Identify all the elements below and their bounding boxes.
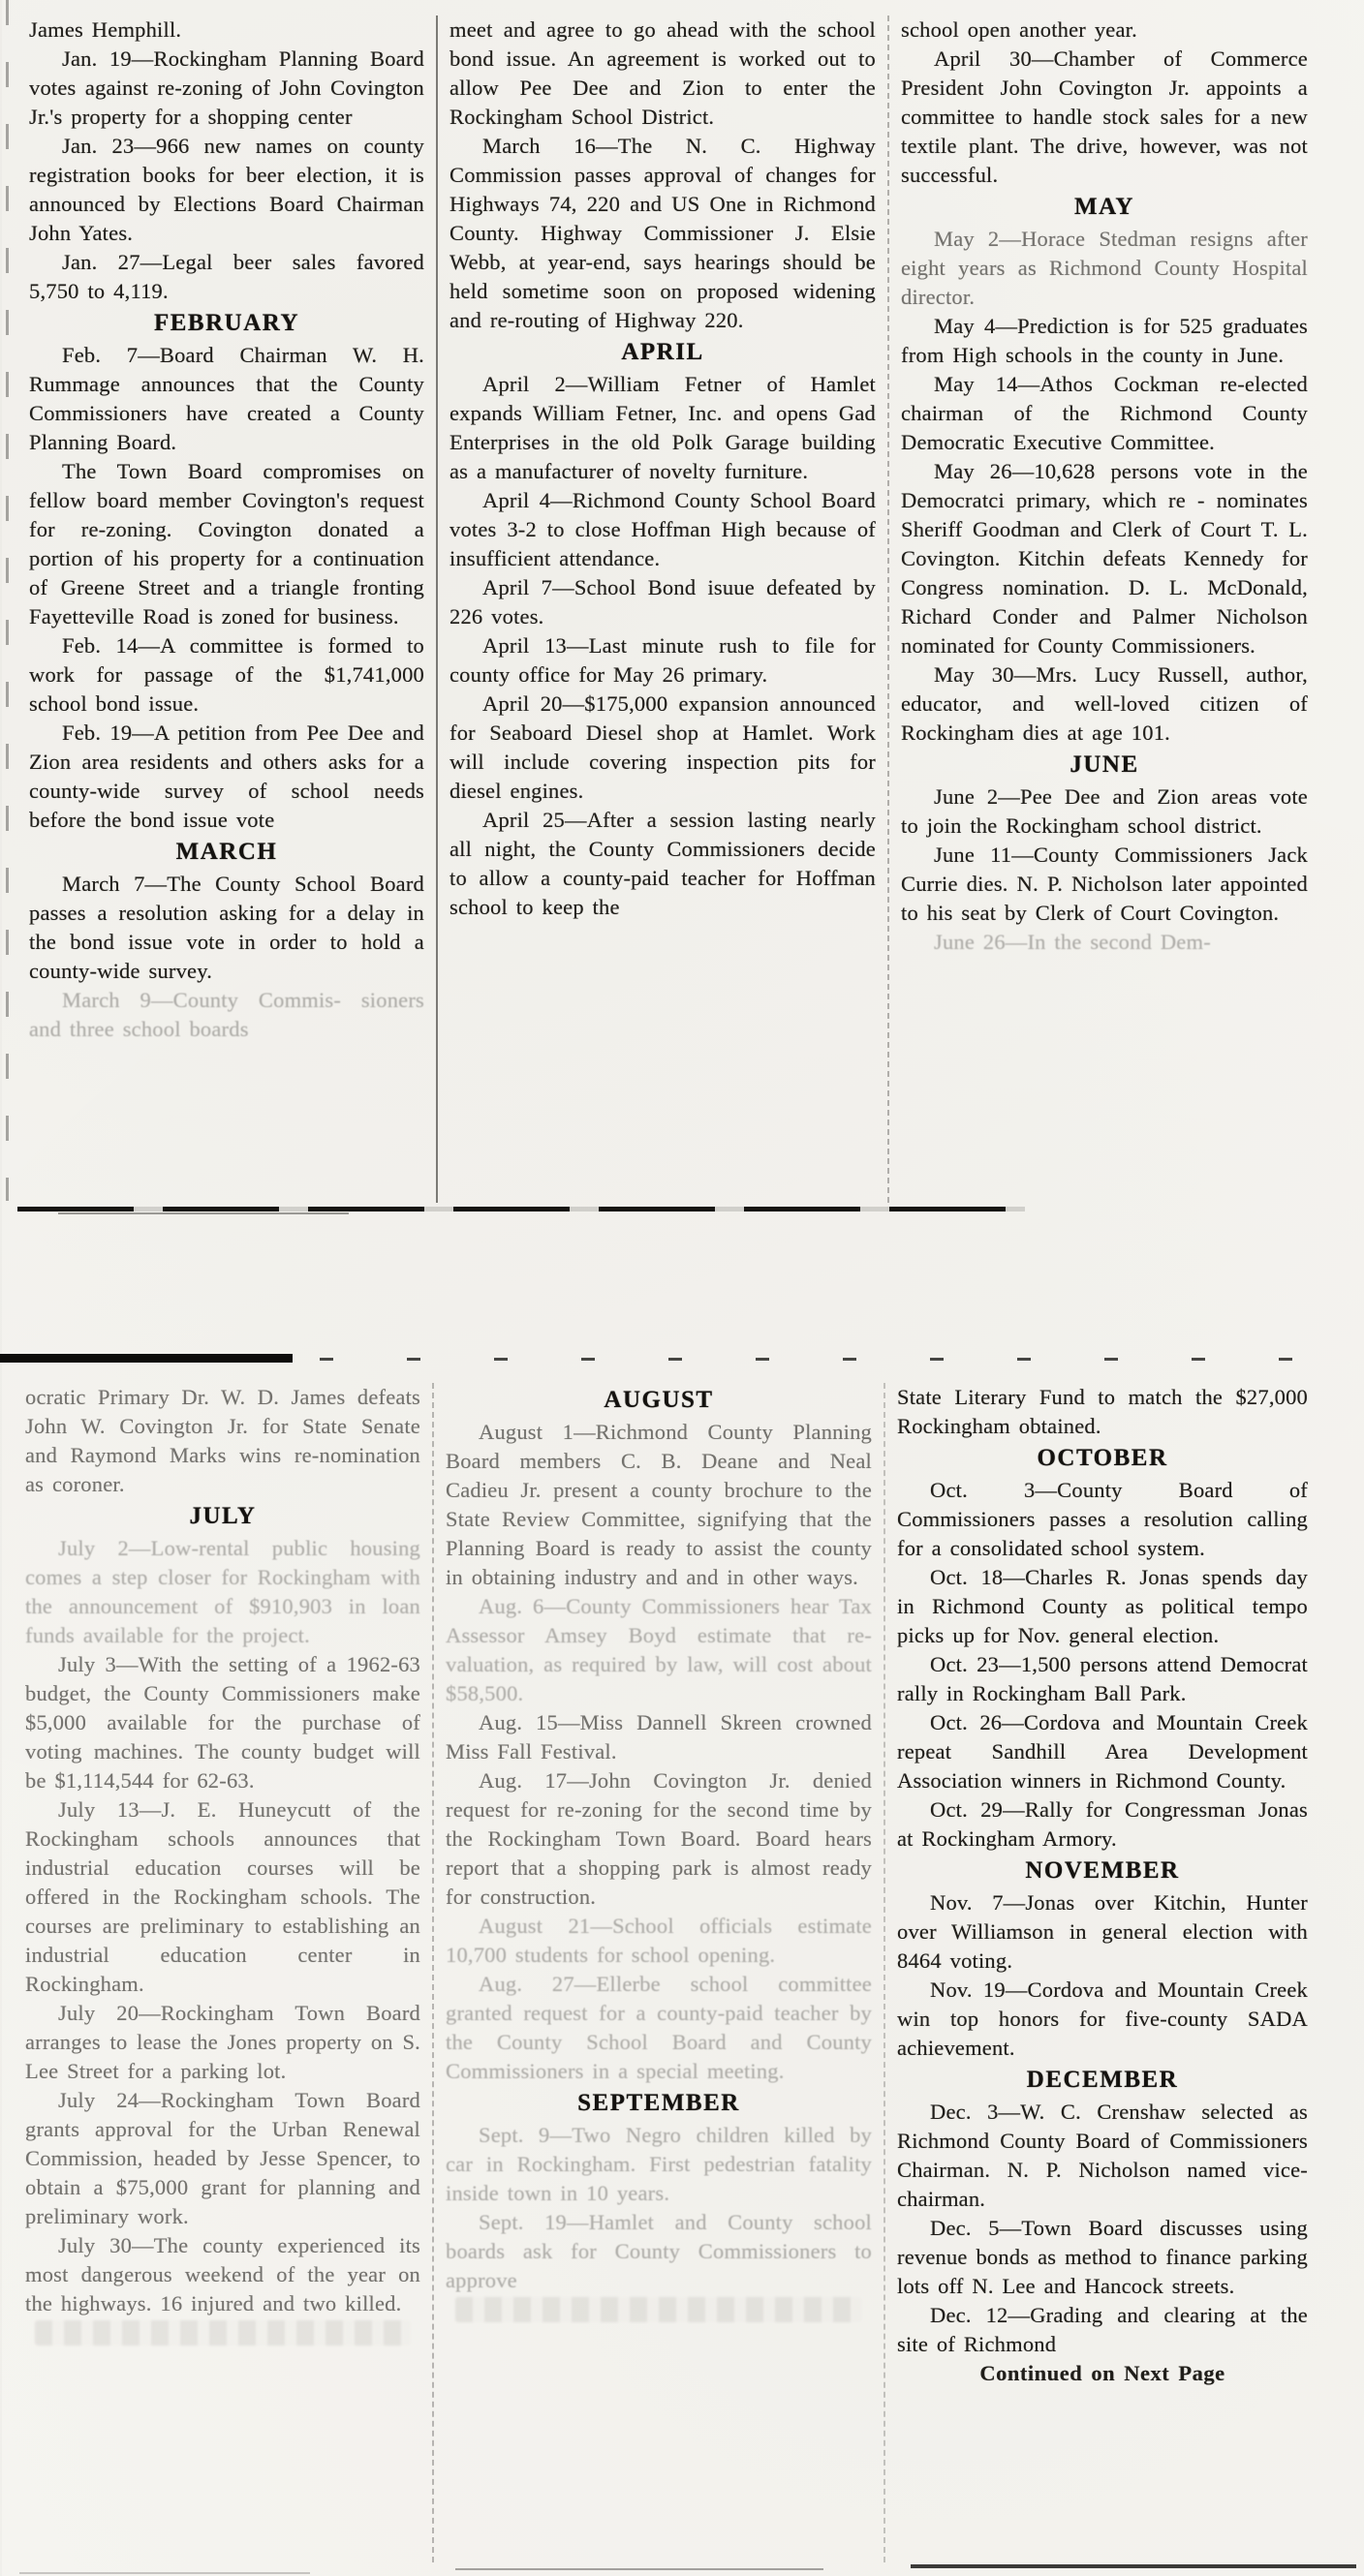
paragraph: May 2—Horace Stedman resigns after eight years as Richmond County Hospital director. [901, 227, 1308, 309]
paragraph: State Literary Fund to match the $27,000 Rockingham obtained. [897, 1385, 1308, 1438]
paragraph: Aug. 6—County Commissioners hear Tax Assessor Amsey Boyd estimate that re-valuation, as required by law, will cost about $58,500. [446, 1594, 872, 1705]
bottom-column-2 [432, 1383, 884, 2562]
paragraph: Jan. 23—966 new names on county registration books for beer election, it is announced by Elections Board Chairman John Yates. [29, 134, 424, 245]
paragraph: June 2—Pee Dee and Zion areas vote to join the Rockingham school district. [901, 784, 1308, 838]
month-heading: MAY [1074, 194, 1134, 220]
paragraph: June 26—In the second Dem- [934, 930, 1211, 954]
paragraph: March 16—The N. C. Highway Commission passes approval of changes for Highways 74, 220 and US One in Richmond County. Highway Commissioner J. Elsie Webb, at year-end, says hearings should be held sometime soon on proposed widening and re-routing of Highway 220. [450, 134, 876, 332]
month-heading: JUNE [1070, 751, 1139, 778]
paragraph: March 7—The County School Board passes a resolution asking for a delay in the bond issue vote in order to hold a county-wide survey. [29, 872, 424, 983]
paragraph: Dec. 5—Town Board discusses using revenue bonds as method to finance parking lots off N. Lee and Hancock streets. [897, 2216, 1308, 2298]
paragraph: Nov. 19—Cordova and Mountain Creek win top honors for five-county SADA achievement. [897, 1978, 1308, 2060]
paragraph: August 21—School officials estimate 10,700 students for school opening. [446, 1914, 872, 1967]
paragraph: Dec. 3—W. C. Crenshaw selected as Richmond County Board of Commissioners Chairman. N. P. Nicholson named vice-chairman. [897, 2100, 1308, 2211]
month-heading: AUGUST [604, 1387, 714, 1413]
paragraph: Oct. 23—1,500 persons attend Democrat rally in Rockingham Ball Park. [897, 1652, 1308, 1705]
paragraph: The Town Board compromises on fellow board member Covington's request for re-zoning. Covington donated a portion of his property for a continuation of Greene Street and a triangle fronting Fayetteville Road is zoned for business. [29, 459, 424, 629]
month-heading: FEBRUARY [153, 310, 299, 336]
paragraph: James Hemphill. [29, 17, 182, 42]
paragraph: Dec. 12—Grading and clearing at the site of Richmond [897, 2303, 1308, 2356]
horizontal-rule [911, 2564, 1356, 2568]
paragraph: Jan. 19—Rockingham Planning Board votes against re-zoning of John Covington Jr.'s property for a shopping center [29, 46, 424, 129]
torn-edge-dashes [320, 1358, 1347, 1361]
paragraph: March 9—County Commis- sioners and three school boards [29, 988, 424, 1041]
month-heading: MARCH [175, 839, 278, 865]
top-column-3 [887, 15, 1319, 1203]
paragraph: July 3—With the setting of a 1962-63 budget, the County Commissioners make $5,000 available for the purchase of voting machines. The county budget will be $1,114,544 for 62-63. [25, 1652, 420, 1793]
month-heading: SEPTEMBER [577, 2090, 740, 2116]
month-heading: APRIL [621, 339, 704, 365]
paragraph: July 30—The county experienced its most dangerous weekend of the year on the highways. 16 injured and two killed. [25, 2233, 420, 2315]
paragraph: April 30—Chamber of Commerce President John Covington Jr. appoints a committee to handle stock sales for a new textile plant. The drive, however, was not successful. [901, 46, 1308, 187]
paragraph: August 1—Richmond County Planning Board members C. B. Deane and Neal Cadieu Jr. present a county brochure to the State Review Committee, signifying that the Planning Board is ready to assist the county in obtaining industry and and in other ways. [446, 1420, 872, 1589]
paragraph: April 2—William Fetner of Hamlet expands William Fetner, Inc. and opens Gad Enterprises in the old Polk Garage building as a manufacturer of novelty furniture. [450, 372, 876, 483]
month-heading: JULY [189, 1503, 257, 1529]
paragraph: Nov. 7—Jonas over Kitchin, Hunter over Williamson in general election with 8464 voting. [897, 1890, 1308, 1973]
horizontal-rule [19, 2572, 310, 2574]
paragraph: April 20—$175,000 expansion announced for Seaboard Diesel shop at Hamlet. Work will include covering inspection pits for diesel engines. [450, 691, 876, 803]
top-column-2 [436, 15, 887, 1203]
paragraph: April 13—Last minute rush to file for county office for May 26 primary. [450, 633, 876, 687]
paragraph: Aug. 15—Miss Dannell Skreen crowned Miss Fall Festival. [446, 1710, 872, 1763]
paragraph: May 4—Prediction is for 525 graduates from High schools in the county in June. [901, 314, 1308, 367]
paragraph: Oct. 3—County Board of Commissioners passes a resolution calling for a consolidated school system. [897, 1478, 1308, 1560]
paragraph: Aug. 17—John Covington Jr. denied request for re-zoning for the second time by the Rockingham Town Board. Board hears report that a shopping park is almost ready for construction. [446, 1768, 872, 1909]
paragraph: Oct. 18—Charles R. Jonas spends day in Richmond County as political tempo picks up for Nov. general election. [897, 1565, 1308, 1647]
continued-note: Continued on Next Page [979, 2361, 1225, 2385]
torn-edge-bar [0, 1354, 293, 1363]
paragraph: July 13—J. E. Huneycutt of the Rockingham schools announces that industrial education courses will be offered in the Rockingham schools. The courses are preliminary to establishing an industrial education center in Rockingham. [25, 1797, 420, 1996]
paragraph: Aug. 27—Ellerbe school committee granted request for a county-paid teacher by the County School Board and County Commissioners in a special meeting. [446, 1972, 872, 2083]
paragraph: April 25—After a session lasting nearly all night, the County Commissioners decide to allow a county-paid teacher for Hoffman school to keep the [450, 808, 876, 919]
illegible-text-smudge [455, 2297, 862, 2322]
paragraph: meet and agree to go ahead with the school bond issue. An agreement is worked out to allow Pee Dee and Zion to enter the Rockingham School District. [450, 17, 876, 129]
bottom-column-3 [884, 1383, 1319, 2562]
paragraph: Sept. 19—Hamlet and County school boards ask for County Commissioners to approve [446, 2210, 872, 2292]
top-column-1 [29, 15, 436, 1203]
paragraph: Feb. 19—A petition from Pee Dee and Zion area residents and others asks for a county-wide survey of school needs before the bond issue vote [29, 721, 424, 832]
paragraph: Oct. 29—Rally for Congressman Jonas at Rockingham Armory. [897, 1797, 1308, 1851]
paragraph: July 20—Rockingham Town Board arranges to lease the Jones property on S. Lee Street for a parking lot. [25, 2001, 420, 2083]
paragraph: Sept. 9—Two Negro children killed by car in Rockingham. First pedestrian fatality inside town in 10 years. [446, 2123, 872, 2205]
paragraph: April 4—Richmond County School Board votes 3-2 to close Hoffman High because of insufficient attendance. [450, 488, 876, 570]
paragraph: May 26—10,628 persons vote in the Democratci primary, which re - nominates Sheriff Goodman and Clerk of Court T. L. Covington. Kitchin defeats Kennedy for Congress nomination. D. L. McDonald, Richard Conder and Palmer Nicholson nominated for County Commissioners. [901, 459, 1308, 658]
torn-edge-marks [6, 0, 9, 1201]
horizontal-rule [455, 2568, 823, 2570]
paragraph: school open another year. [901, 17, 1137, 42]
horizontal-rule [58, 1212, 349, 1214]
illegible-text-smudge [35, 2320, 411, 2346]
paragraph: Oct. 26—Cordova and Mountain Creek repeat Sandhill Area Development Association winners in Richmond County. [897, 1710, 1308, 1793]
month-heading: OCTOBER [1037, 1445, 1168, 1471]
paragraph: May 14—Athos Cockman re-elected chairman of the Richmond County Democratic Executive Committee. [901, 372, 1308, 454]
paragraph: ocratic Primary Dr. W. D. James defeats John W. Covington Jr. for State Senate and Raymond Marks wins re-nomination as coroner. [25, 1385, 420, 1496]
paragraph: Jan. 27—Legal beer sales favored 5,750 to 4,119. [29, 250, 424, 303]
paragraph: April 7—School Bond isuue defeated by 226 votes. [450, 575, 876, 629]
top-section [29, 15, 1350, 1203]
paragraph: Feb. 14—A committee is formed to work for passage of the $1,741,000 school bond issue. [29, 633, 424, 716]
horizontal-rule [17, 1207, 1025, 1211]
paragraph: July 24—Rockingham Town Board grants approval for the Urban Renewal Commission, headed by Jesse Spencer, to obtain a $75,000 grant for planning and preliminary work. [25, 2088, 420, 2228]
month-heading: DECEMBER [1026, 2067, 1179, 2093]
bottom-section [25, 1383, 1354, 2562]
bottom-column-1 [25, 1383, 432, 2562]
paragraph: May 30—Mrs. Lucy Russell, author, educator, and well-loved citizen of Rockingham dies at age 101. [901, 662, 1308, 745]
month-heading: NOVEMBER [1025, 1857, 1180, 1884]
paragraph: Feb. 7—Board Chairman W. H. Rummage announces that the County Commissioners have created a County Planning Board. [29, 343, 424, 454]
paragraph: June 11—County Commissioners Jack Currie dies. N. P. Nicholson later appointed to his seat by Clerk of Court Covington. [901, 843, 1308, 925]
paragraph: July 2—Low-rental public housing comes a step closer for Rockingham with the announcement of $910,903 in loan funds available for the project. [25, 1536, 420, 1647]
